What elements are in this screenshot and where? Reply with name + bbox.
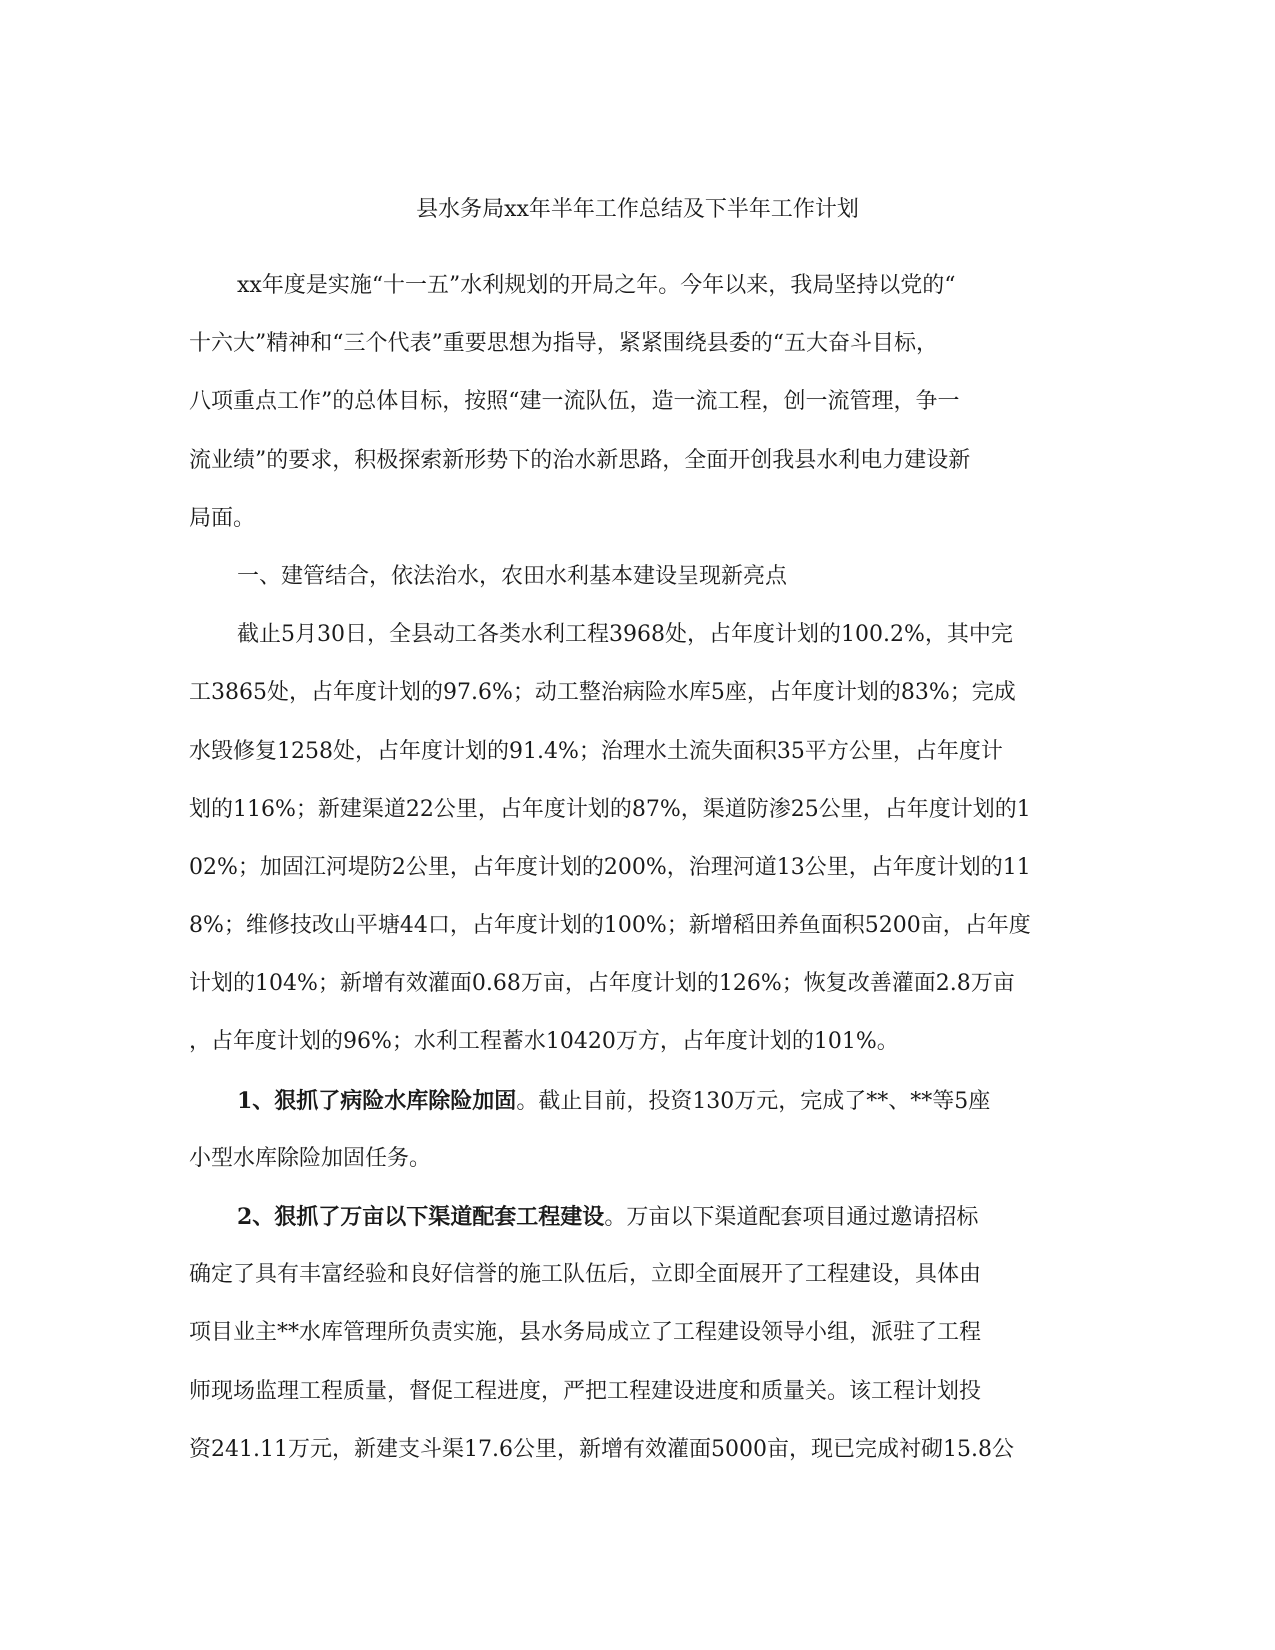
paragraph-line: ，占年度计划的96%；水利工程蓄水10420万方，占年度计划的101%。 [189,1029,899,1055]
paragraph-line: 02%；加固江河堤防2公里，占年度计划的200%，治理河道13公里，占年度计划的11 [189,854,1031,880]
item-1-heading: 1、狠抓了病险水库除险加固 [237,1087,517,1114]
item-1-continuation: 小型水库除险加固任务。 [189,1145,432,1171]
document-body [189,257,1089,1479]
item-1-text: 。截止目前，投资130万元，完成了**、**等5座 [516,1088,991,1114]
paragraph-line: 师现场监理工程质量，督促工程进度，严把工程建设进度和质量关。该工程计划投 [189,1378,982,1404]
section-heading: 一、建管结合，依法治水，农田水利基本建设呈现新亮点 [237,563,788,589]
item-2-heading: 2、狠抓了万亩以下渠道配套工程建设 [237,1204,605,1230]
paragraph-line: 计划的104%；新增有效灌面0.68万亩，占年度计划的126%；恢复改善灌面2.8万亩 [189,971,1015,997]
paragraph-line: 十六大”精神和“三个代表”重要思想为指导，紧紧围绕县委的“五大奋斗目标， [189,331,938,357]
paragraph-line: 工3865处，占年度计划的97.6%；动工整治病险水库5座，占年度计划的83%；完成 [189,680,1016,706]
paragraph-line: 确定了具有丰富经验和良好信誉的施工队伍后，立即全面展开了工程建设，具体由 [189,1262,982,1288]
paragraph-line: 八项重点工作”的总体目标，按照“建一流队伍，造一流工程，创一流管理，争一 [189,389,960,415]
item-2-line [189,1188,1089,1246]
paragraph-line: xx年度是实施“十一五”水利规划的开局之年。今年以来，我局坚持以党的“ [237,273,956,298]
paragraph-line: 资241.11万元，新建支斗渠17.6公里，新增有效灌面5000亩，现已完成衬砌15.8公 [189,1436,1014,1462]
paragraph-line: 流业绩”的要求，积极探索新形势下的治水新思路，全面开创我县水利电力建设新 [189,447,971,473]
paragraph-line: 划的116%；新建渠道22公里，占年度计划的87%，渠道防渗25公里，占年度计划的1 [189,796,1031,822]
paragraph-line: 项目业主**水库管理所负责实施，县水务局成立了工程建设领导小组，派驻了工程 [189,1320,982,1346]
item-2-text: 。万亩以下渠道配套项目通过邀请招标 [604,1205,979,1230]
paragraph-line: 8%；维修技改山平塘44口，占年度计划的100%；新增稻田养鱼面积5200亩，占年度 [189,913,1031,939]
paragraph-line: 局面。 [189,505,256,531]
paragraph-line: 截止5月30日，全县动工各类水利工程3968处，占年度计划的100.2%，其中完 [237,622,1013,648]
paragraph-line: 水毁修复1258处，占年度计划的91.4%；治理水土流失面积35平方公里，占年度计 [189,738,1003,764]
item-1-line [189,1072,1089,1130]
document-title: 县水务局xx年半年工作总结及下半年工作计划 [416,197,859,222]
